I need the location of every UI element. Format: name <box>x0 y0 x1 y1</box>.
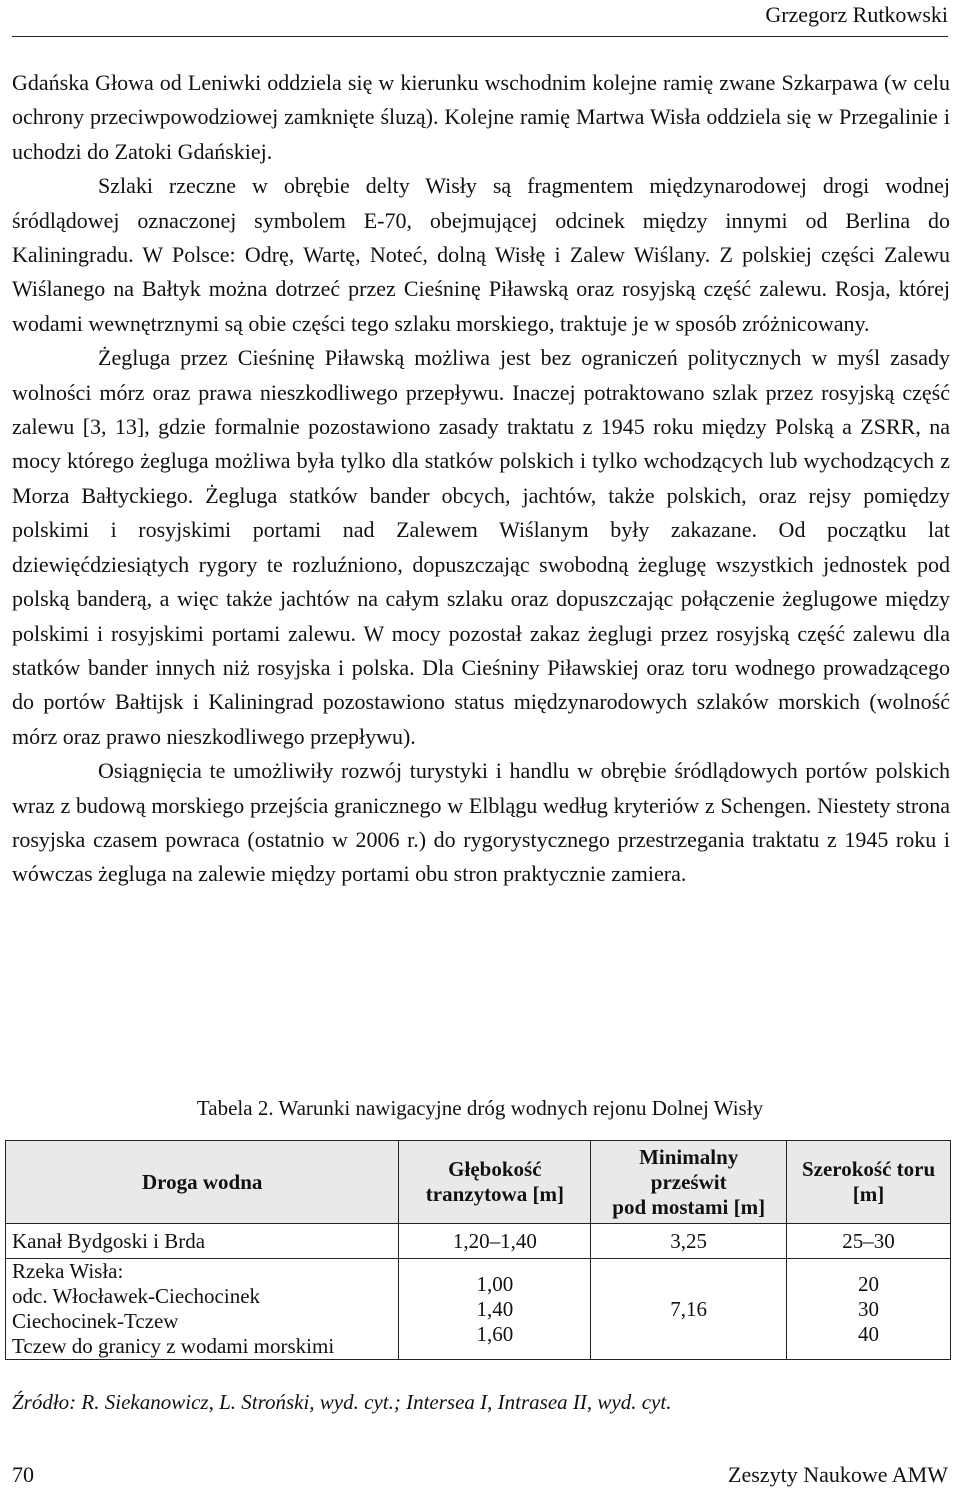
cell-clearance: 3,25 <box>591 1224 787 1259</box>
body-text <box>12 66 950 892</box>
paragraph: Gdańska Głowa od Leniwki oddziela się w kierunku wschodnim kolejne ramię zwane Szkarpawa (w celu ochrony przeciwpowodziowej zamknięte śluzą). Kolejne ramię Martwa Wisła oddziela się w Przegalinie i uchodzi do Zatoki Gdańskiej. <box>12 70 950 164</box>
header-width: Szerokość toru [m] <box>787 1141 951 1224</box>
cell-route: Rzeka Wisła: odc. Włocławek-Ciechocinek Ciechocinek-Tczew Tczew do granicy z wodami morskimi <box>6 1259 399 1360</box>
journal-name: Zeszyty Naukowe AMW <box>728 1462 948 1487</box>
cell-depth: 1,20–1,40 <box>399 1224 591 1259</box>
paragraph: Szlaki rzeczne w obrębie delty Wisły są fragmentem międzynarodowej drogi wodnej śródlądowej oznaczonej symbolem E-70, obejmującej odcinek między innymi od Berlina do Kaliningradu. W Polsce: Odrę, Wartę, Noteć, dolną Wisłę i Zalew Wiślany. Z polskiej części Zalewu Wiślanego na Bałtyk można dotrzeć przez Cieśninę Piławską oraz rosyjską część zalewu. Rosja, której wodami wewnętrznymi są obie części tego szlaku morskiego, traktuje je w sposób zróżnicowany. <box>12 173 950 336</box>
header-clearance: Minimalny prześwit pod mostami [m] <box>591 1141 787 1224</box>
header-depth: Głębokość tranzytowa [m] <box>399 1141 591 1224</box>
cell-width: 20 30 40 <box>787 1259 951 1360</box>
header-rule <box>12 36 948 37</box>
header-route: Droga wodna <box>6 1141 399 1224</box>
paragraph: Żegluga przez Cieśninę Piławską możliwa jest bez ograniczeń politycznych w myśl zasady wolności mórz oraz prawa nieszkodliwego przepływu. Inaczej potraktowano szlak przez rosyjską część zalewu [3, 13], gdzie formalnie pozostawiono zasady traktatu z 1945 roku między Polską a ZSRR, na mocy którego żegluga możliwa była tylko dla statków polskich i tylko wchodzących lub wychodzących z Morza Bałtyckiego. Żegluga statków bander obcych, jachtów, także polskich, oraz rejsy pomiędzy polskimi i rosyjskimi portami nad Zalewem Wiślanym były zakazane. Od początku lat dziewięćdziesiątych rygory te rozluźniono, dopuszczając swobodną żeglugę wszystkich jednostek pod polską banderą, a więc także jachtów na całym szlaku oraz dopuszczając połączenie żeglugowe między polskimi i rosyjskimi portami zalewu. W mocy pozostał zakaz żeglugi przez rosyjską część zalewu dla statków bander innych niż rosyjska i polska. Dla Cieśniny Piławskiej oraz toru wodnego prowadzącego do portów Bałtijsk i Kaliningrad pozostawiono status międzynarodowych szlaków morskich (wolność mórz oraz prawo nieszkodliwego przepływu). <box>12 345 950 749</box>
cell-route: Kanał Bydgoski i Brda <box>6 1224 399 1259</box>
table-caption: Tabela 2. Warunki nawigacyjne dróg wodnych rejonu Dolnej Wisły <box>196 1096 764 1120</box>
table-row <box>6 1224 951 1259</box>
cell-width: 25–30 <box>787 1224 951 1259</box>
navigation-conditions-table <box>5 1140 951 1360</box>
table-body <box>6 1224 951 1360</box>
table-row <box>6 1259 951 1360</box>
table-header-row <box>6 1141 951 1224</box>
table-source-note: Źródło: R. Siekanowicz, L. Stroński, wyd. cyt.; Intersea I, Intrasea II, wyd. cyt. <box>12 1390 672 1414</box>
paragraph: Osiągnięcia te umożliwiły rozwój turystyki i handlu w obrębie śródlądowych portów polskich wraz z budową morskiego przejścia granicznego w Elblągu według kryteriów z Schengen. Niestety strona rosyjska czasem powraca (ostatnio w 2006 r.) do rygorystycznego przestrzegania traktatu z 1945 roku i wówczas żegluga na zalewie między portami obu stron praktycznie zamiera. <box>12 758 950 887</box>
cell-clearance: 7,16 <box>591 1259 787 1360</box>
running-header: Grzegorz Rutkowski <box>765 2 948 27</box>
cell-depth: 1,00 1,40 1,60 <box>399 1259 591 1360</box>
page-number: 70 <box>12 1462 34 1487</box>
